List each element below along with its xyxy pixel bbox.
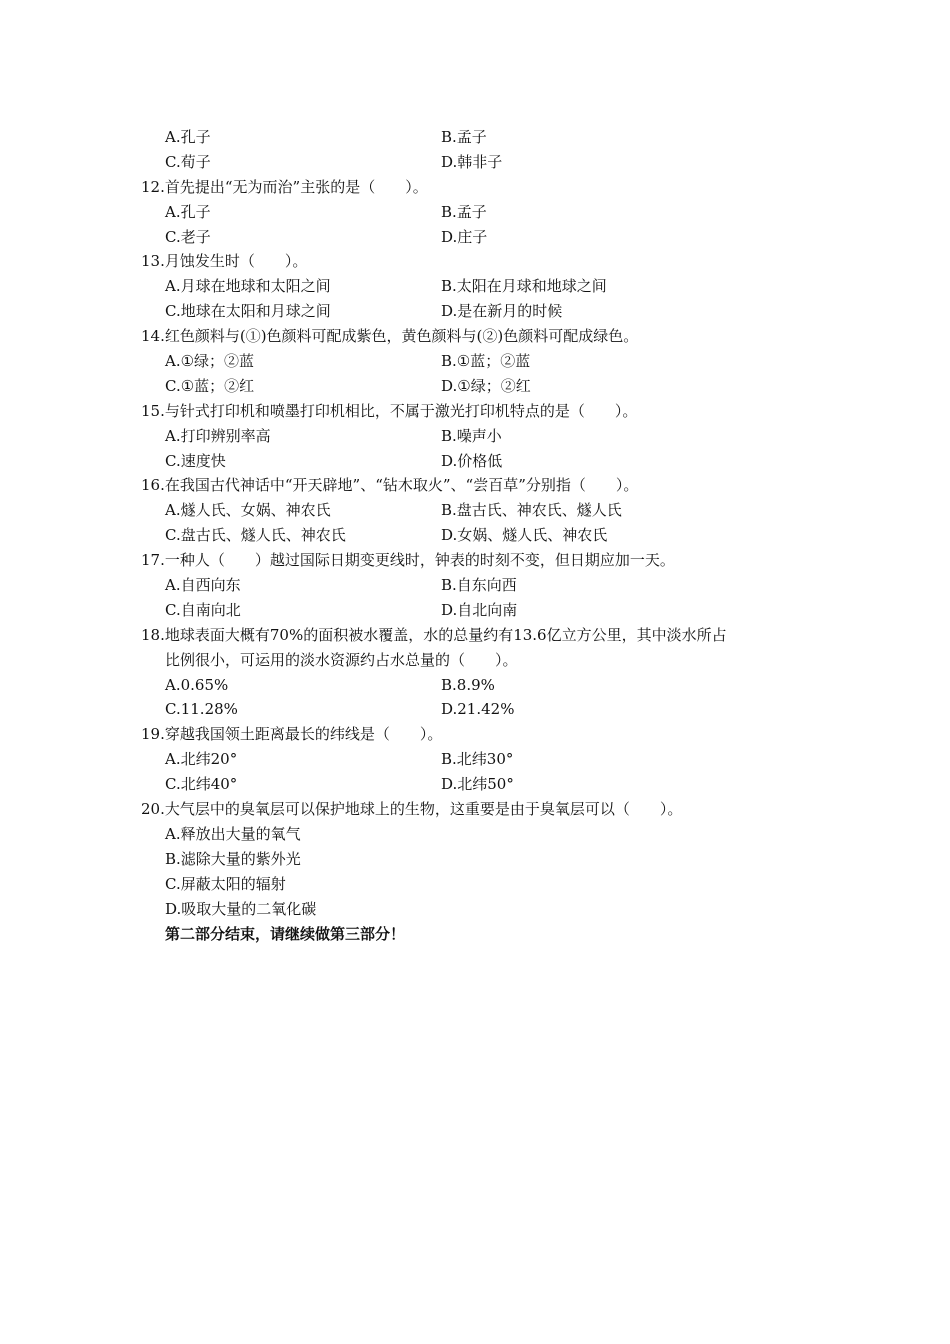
q14-option-d: D.①绿；②红 bbox=[441, 376, 531, 395]
q11-option-c: C.荀子 bbox=[165, 152, 211, 171]
q13-option-b: B.太阳在月球和地球之间 bbox=[441, 277, 607, 296]
q18-option-c: C.11.28% bbox=[165, 700, 238, 719]
q13-options-row-2 bbox=[141, 299, 821, 324]
q16-stem: 16.在我国古代神话中“开天辟地”、“钻木取火”、“尝百草”分别指（ ）。 bbox=[141, 476, 639, 495]
q17-option-d: D.自北向南 bbox=[441, 600, 518, 619]
q20-option-d: D.吸取大量的二氧化碳 bbox=[165, 899, 317, 918]
q16-options-row-2 bbox=[141, 523, 821, 548]
q15-option-d: D.价格低 bbox=[441, 451, 503, 470]
q13-option-d: D.是在新月的时候 bbox=[441, 302, 563, 321]
q18-stem-line-2: 比例很小，可运用的淡水资源约占水总量的（ ）。 bbox=[165, 650, 518, 669]
q11-option-a: A.孔子 bbox=[165, 128, 211, 146]
q19-option-b: B.北纬30° bbox=[441, 750, 514, 769]
q17-options-row-2 bbox=[141, 598, 821, 623]
q12-option-c: C.老子 bbox=[165, 227, 211, 246]
q15-option-a: A.打印辨别率高 bbox=[165, 426, 271, 445]
q13-option-a: A.月球在地球和太阳之间 bbox=[165, 277, 331, 296]
q19-option-d: D.北纬50° bbox=[441, 775, 514, 794]
q12-option-d: D.庄子 bbox=[441, 227, 488, 246]
q17-options-row-1 bbox=[141, 573, 821, 598]
q14-stem: 14.红色颜料与(①)色颜料可配成紫色，黄色颜料与(②)色颜料可配成绿色。 bbox=[141, 327, 639, 346]
q18-options-row-2 bbox=[141, 697, 821, 722]
q17-option-b: B.自东向西 bbox=[441, 576, 517, 595]
q19-options-row-2 bbox=[141, 772, 821, 797]
q14-option-c: C.①蓝；②红 bbox=[165, 376, 255, 395]
q16-option-b: B.盘古氏、神农氏、燧人氏 bbox=[441, 501, 622, 520]
q17-stem: 17.一种人（ ）越过国际日期变更线时，钟表的时刻不变，但日期应加一天。 bbox=[141, 551, 675, 570]
q16-option-a: A.燧人氏、女娲、神农氏 bbox=[165, 501, 331, 520]
q17-option-a: A.自西向东 bbox=[165, 576, 241, 595]
q16-option-c: C.盘古氏、燧人氏、神农氏 bbox=[165, 526, 346, 545]
q20-option-b: B.滤除大量的紫外光 bbox=[165, 849, 301, 868]
section-end-note: 第二部分结束，请继续做第三部分！ bbox=[165, 924, 406, 943]
q19-stem: 19.穿越我国领土距离最长的纬线是（ ）。 bbox=[141, 725, 443, 744]
q20-option-a: A.释放出大量的氧气 bbox=[165, 824, 301, 843]
q12-option-a: A.孔子 bbox=[165, 202, 211, 221]
q18-option-d: D.21.42% bbox=[441, 700, 515, 719]
q14-options-row-2 bbox=[141, 374, 821, 399]
q15-stem: 15.与针式打印机和喷墨打印机相比，不属于激光打印机特点的是（ ）。 bbox=[141, 401, 638, 420]
q14-option-b: B.①蓝；②蓝 bbox=[441, 352, 531, 371]
q12-stem: 12.首先提出“无为而治”主张的是（ ）。 bbox=[141, 177, 428, 196]
q12-option-b: B.孟子 bbox=[441, 202, 487, 221]
q14-option-a: A.①绿；②蓝 bbox=[165, 352, 255, 371]
q13-options-row-1 bbox=[141, 274, 821, 299]
q18-option-a: A.0.65% bbox=[165, 675, 229, 694]
q19-option-c: C.北纬40° bbox=[165, 775, 238, 794]
q18-stem-line-1: 18.地球表面大概有70%的面积被水覆盖，水的总量约有13.6亿立方公里，其中淡水所占 bbox=[141, 625, 727, 644]
q19-options-row-1 bbox=[141, 747, 821, 772]
q15-options-row-2 bbox=[141, 449, 821, 474]
q12-options-row-1 bbox=[141, 200, 821, 225]
q16-options-row-1 bbox=[141, 498, 821, 523]
q11-options-row-2 bbox=[141, 150, 821, 175]
q15-option-b: B.噪声小 bbox=[441, 426, 502, 445]
q12-options-row-2 bbox=[141, 225, 821, 250]
question-list bbox=[141, 125, 821, 946]
q11-options-row-1 bbox=[141, 125, 821, 150]
q11-option-b: B.孟子 bbox=[441, 128, 487, 146]
q14-options-row-1 bbox=[141, 349, 821, 374]
q13-option-c: C.地球在太阳和月球之间 bbox=[165, 302, 331, 321]
q17-option-c: C.自南向北 bbox=[165, 600, 241, 619]
q11-option-d: D.韩非子 bbox=[441, 152, 503, 171]
q15-options-row-1 bbox=[141, 424, 821, 449]
q16-option-d: D.女娲、燧人氏、神农氏 bbox=[441, 526, 608, 545]
q18-option-b: B.8.9% bbox=[441, 675, 495, 694]
q19-option-a: A.北纬20° bbox=[165, 750, 238, 769]
q15-option-c: C.速度快 bbox=[165, 451, 226, 470]
q20-stem: 20.大气层中的臭氧层可以保护地球上的生物，这重要是由于臭氧层可以（ ）。 bbox=[141, 800, 683, 819]
q20-option-c: C.屏蔽太阳的辐射 bbox=[165, 874, 286, 893]
q18-options-row-1 bbox=[141, 673, 821, 698]
q13-stem: 13.月蚀发生时（ ）。 bbox=[141, 252, 308, 271]
